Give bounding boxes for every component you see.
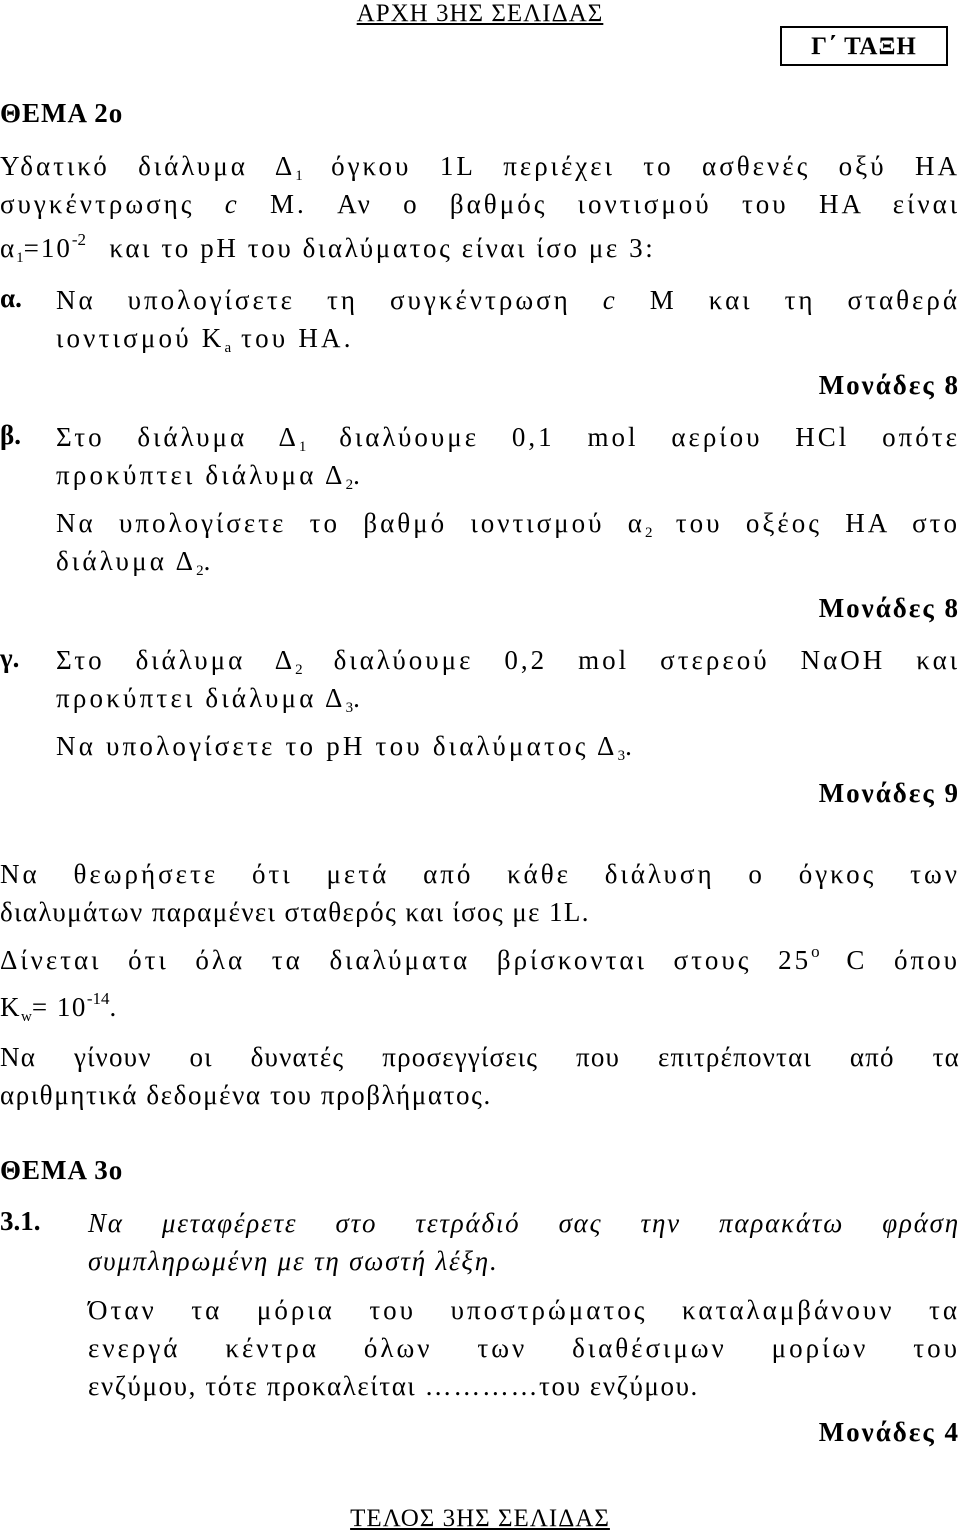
item-c-label: γ. (0, 643, 20, 673)
item-a-label: α. (0, 283, 22, 313)
item-b-line-3: Να υπολογίσετε το βαθμό ιοντισμού $\alpha_2$ του οξέος ΗΑ στο (56, 508, 960, 541)
intro-line-2: συγκέντρωσης c M. Αν ο βαθμός ιοντισμού του ΗΑ είναι (0, 189, 960, 219)
item-c-line-2: προκύπτει διάλυμα $\Delta_3$. (56, 683, 364, 716)
item-b-units: Μονάδες 8 (818, 593, 960, 623)
q31-para-2: ενεργά κέντρα όλων των διαθέσιμων μορίων του (88, 1333, 960, 1363)
item-c-line-3: Να υπολογίσετε το pH του διαλύματος $\Delta_3$. (56, 731, 636, 764)
item-b-line-2: προκύπτει διάλυμα $\Delta_2$. (56, 460, 364, 493)
item-b-line-1: Στο διάλυμα $\Delta_1$ διαλύουμε 0,1 mol αερίου HCl οπότε (56, 422, 960, 455)
intro-line-1: Υδατικό διάλυμα $\Delta_1$ όγκου 1L περιέχει το ασθενές οξύ ΗΑ (0, 151, 960, 184)
q31-para-1: Όταν τα μόρια του υποστρώματος καταλαμβάνουν τα (88, 1295, 960, 1325)
item-a-units: Μονάδες 8 (818, 370, 960, 400)
page-footer: ΤΕΛΟΣ 3ΗΣ ΣΕΛΙΔΑΣ (350, 1505, 610, 1532)
theme2-title: ΘΕΜΑ 2ο (0, 98, 124, 128)
note-line-6: αριθμητικά δεδομένα του προβλήματος. (0, 1080, 492, 1110)
item-b-label: β. (0, 420, 21, 450)
q31-para-3: ενζύμου, τότε προκαλείται …………του ενζύμου. (88, 1371, 699, 1401)
q31-line-1: Να μεταφέρετε στο τετράδιό σας την παρακάτω φράση (88, 1208, 960, 1238)
item-c-line-1: Στο διάλυμα $\Delta_2$ διαλύουμε 0,2 mol στερεού ΝαΟΗ και (56, 645, 960, 678)
theme3-title: ΘΕΜΑ 3ο (0, 1155, 124, 1185)
item-a-line-2: ιοντισμού $K_a$ του ΗΑ. (56, 323, 354, 356)
note-line-5: Να γίνουν οι δυνατές προσεγγίσεις που επιτρέπονται από τα (0, 1042, 960, 1072)
note-line-2: διαλυμάτων παραμένει σταθερός και ίσος με 1L. (0, 897, 590, 927)
page-header: ΑΡΧΗ 3ΗΣ ΣΕΛΙΔΑΣ (356, 0, 604, 27)
q31-units: Μονάδες 4 (818, 1417, 960, 1447)
item-a-line-1: Να υπολογίσετε τη συγκέντρωση c M και τη σταθερά (56, 285, 960, 315)
class-box: Γ΄ ΤΑΞΗ (780, 26, 948, 66)
note-line-3: Δίνεται ότι όλα τα διαλύματα βρίσκονται στους $25^o$ C όπου (0, 942, 960, 975)
note-line-4: $K_w= 10^{-14}$. (0, 989, 118, 1025)
note-line-1: Να θεωρήσετε ότι μετά από κάθε διάλυση ο όγκος των (0, 859, 960, 889)
q31-label: 3.1. (0, 1206, 41, 1236)
item-c-units: Μονάδες 9 (818, 778, 960, 808)
intro-line-3: $\alpha_1=10^{-2}$ και το pH του διαλύματος είναι ίσο με 3: (0, 230, 656, 266)
item-b-line-4: διάλυμα $\Delta_2$. (56, 546, 214, 579)
q31-line-2: συμπληρωμένη με τη σωστή λέξη. (88, 1246, 499, 1276)
